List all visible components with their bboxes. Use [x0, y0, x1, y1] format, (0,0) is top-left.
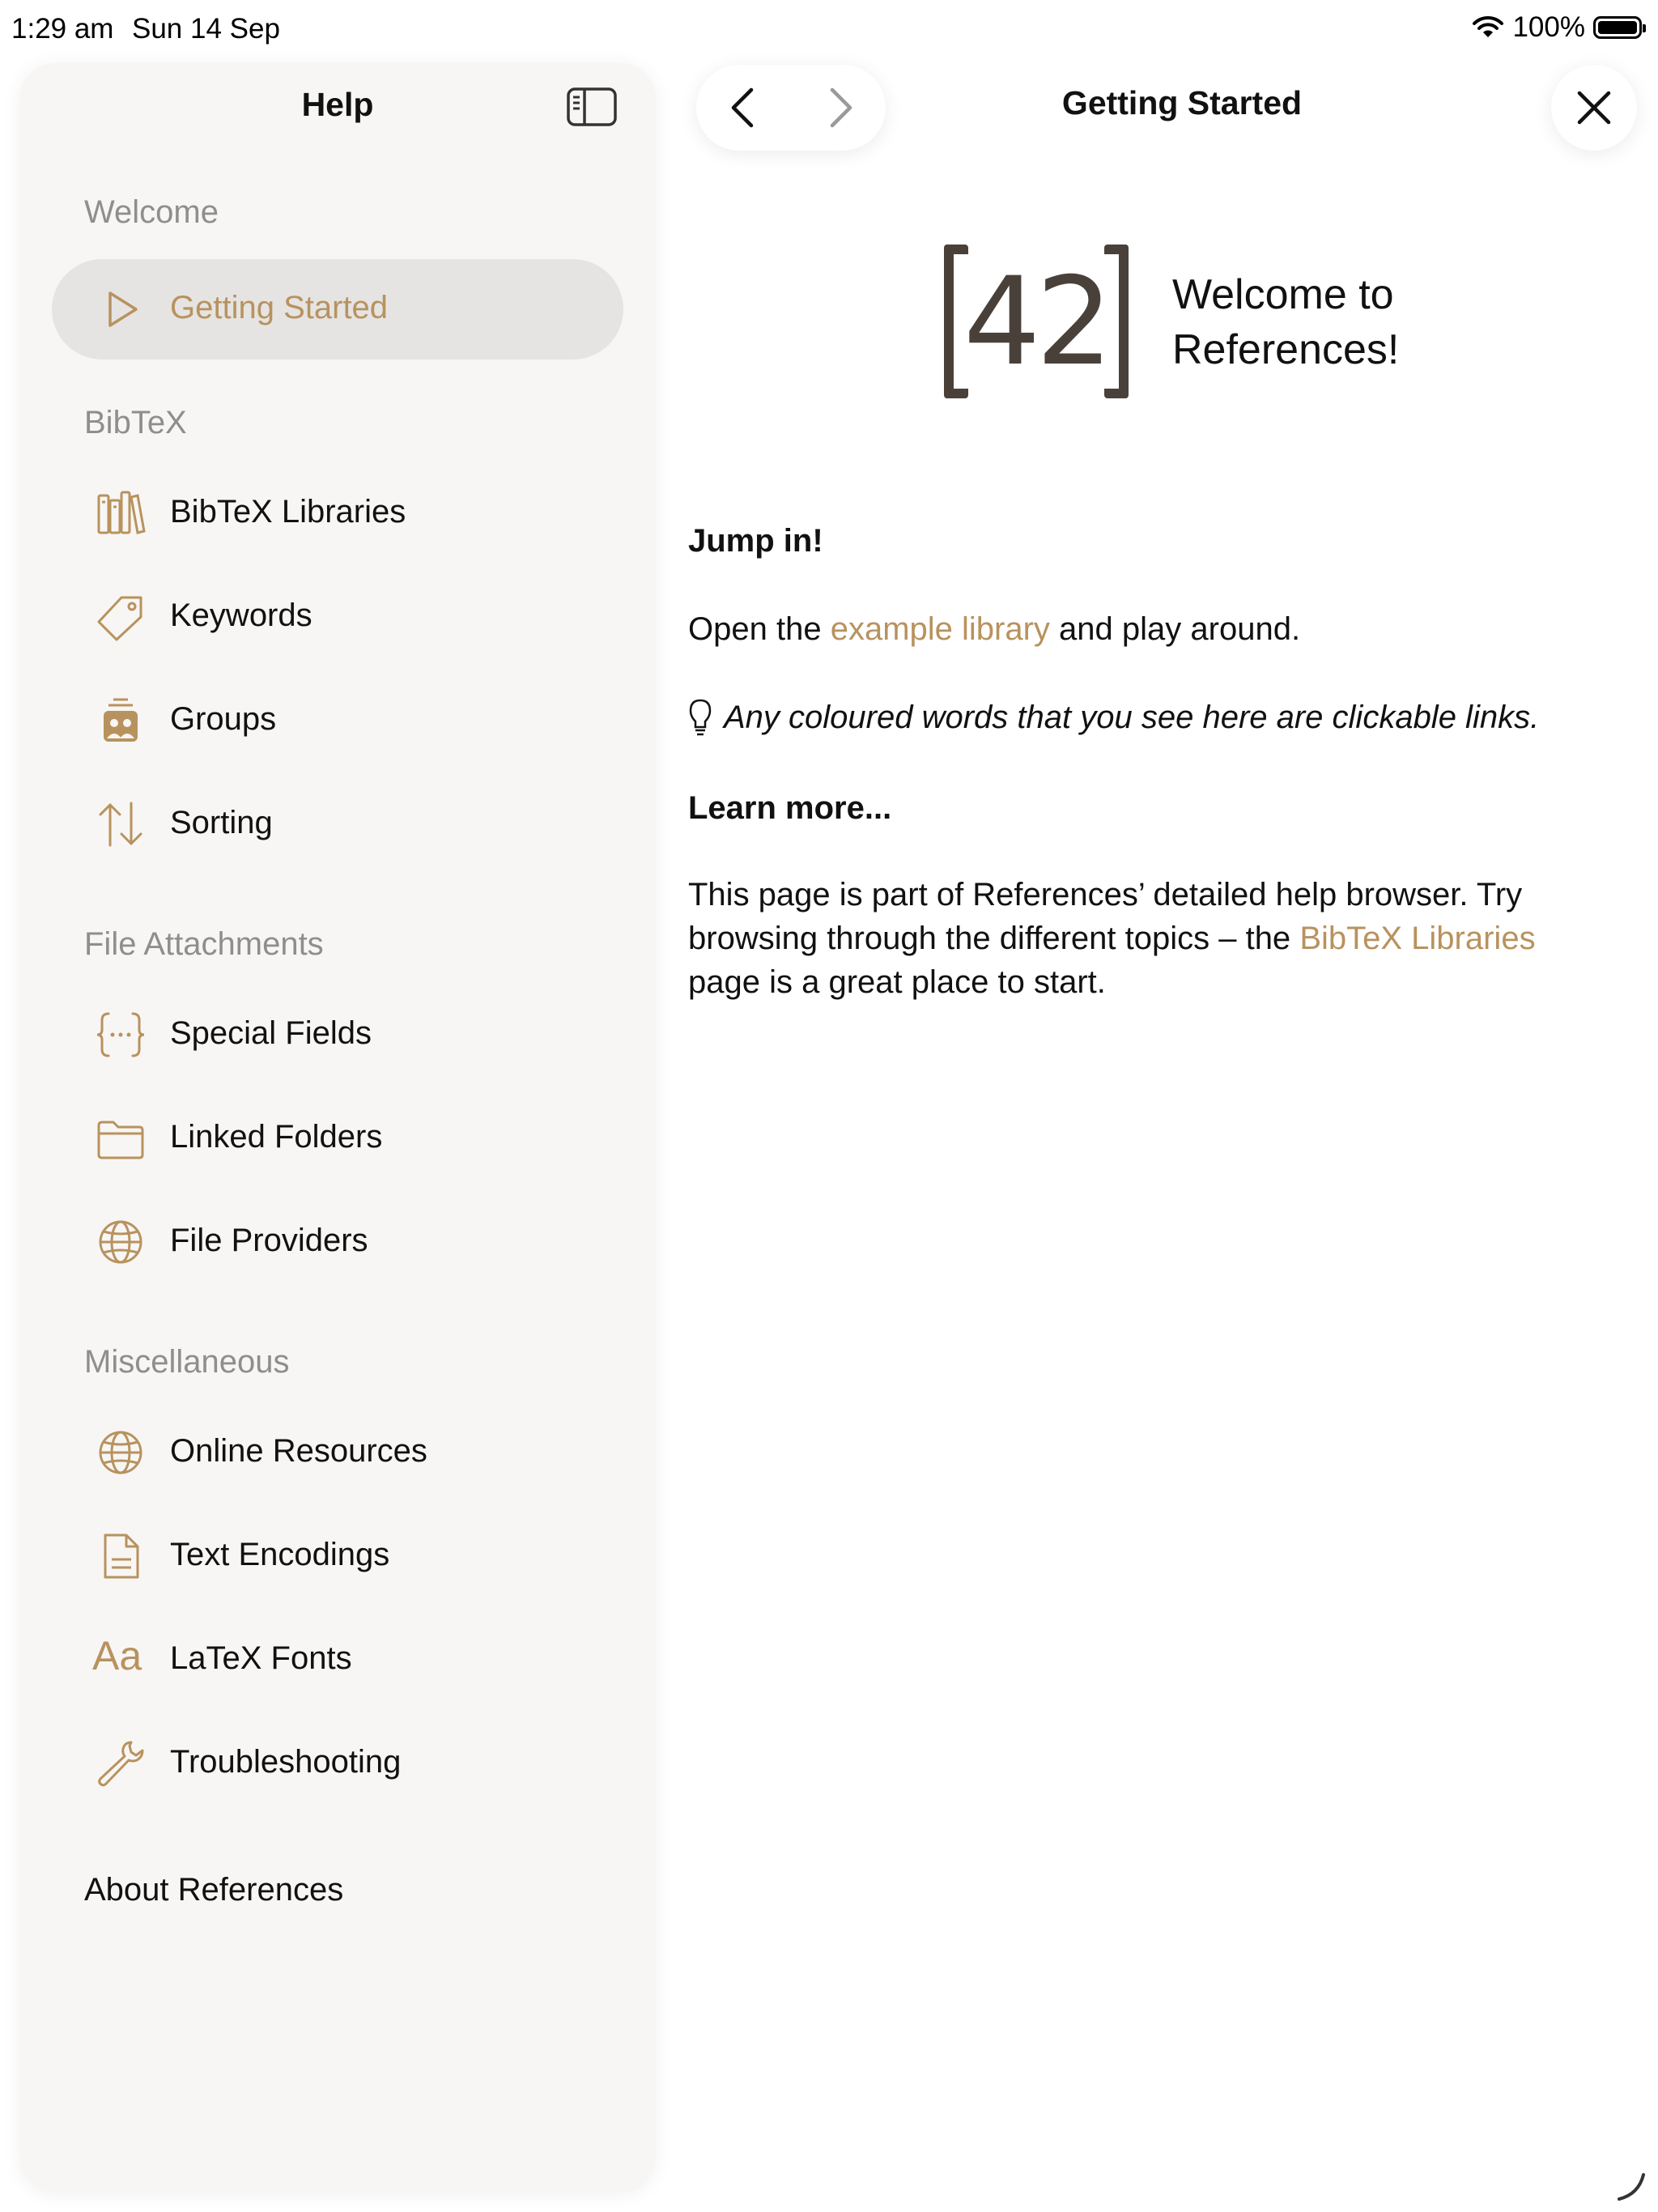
logo-right-bracket [1104, 245, 1129, 398]
globe-icon [96, 1428, 146, 1477]
example-library-link[interactable]: example library [830, 611, 1050, 647]
bibtex-libraries-link[interactable]: BibTeX Libraries [1299, 921, 1536, 956]
paragraph-line-2 [688, 917, 1627, 960]
tip-text: Any coloured words that you see here are clickable links. [724, 699, 1540, 735]
sidebar-item-label: LaTeX Fonts [170, 1640, 352, 1676]
section-header-welcome: Welcome [84, 194, 219, 230]
document-icon [96, 1532, 146, 1580]
tag-icon [96, 593, 146, 641]
sidebar-item-label: Sorting [170, 805, 273, 840]
curly-braces-icon [96, 1010, 146, 1059]
sidebar-item-bibtex-libraries[interactable] [52, 463, 623, 564]
sidebar-item-label: Text Encodings [170, 1537, 390, 1572]
section-header-file-attachments: File Attachments [84, 926, 324, 962]
section-header-miscellaneous: Miscellaneous [84, 1344, 290, 1380]
paragraph-line-3: page is a great place to start. [688, 964, 1106, 1000]
groups-icon [96, 696, 146, 745]
forward-chevron-icon[interactable] [814, 83, 863, 132]
welcome-line-2: References! [1172, 326, 1400, 373]
sidebar-item-troubleshooting[interactable] [52, 1713, 623, 1814]
status-bar [0, 0, 1658, 63]
sidebar-item-text-encodings[interactable] [52, 1506, 623, 1606]
references-logo [939, 241, 1133, 403]
status-date: Sun 14 Sep [132, 13, 280, 45]
page-title: Getting Started [1061, 84, 1303, 121]
sidebar-item-groups[interactable] [52, 670, 623, 771]
sidebar-item-online-resources[interactable] [52, 1402, 623, 1503]
sidebar-item-getting-started[interactable] [52, 259, 623, 359]
back-chevron-icon[interactable] [721, 83, 769, 132]
welcome-heading [1172, 267, 1496, 377]
tip-line [688, 698, 1539, 737]
sort-arrows-icon [96, 800, 146, 849]
folder-icon [96, 1114, 146, 1163]
help-browser-paragraph [688, 873, 1627, 1004]
sidebar-item-keywords[interactable] [52, 567, 623, 667]
lightbulb-icon [688, 698, 712, 737]
jump-in-heading: Jump in! [688, 523, 823, 559]
open-example-paragraph [688, 607, 1627, 651]
status-time: 1:29 am [11, 13, 114, 45]
learn-more-heading: Learn more... [688, 790, 892, 826]
logo-number: 42 [963, 252, 1108, 393]
wifi-icon [1472, 15, 1504, 40]
battery-percentage: 100% [1512, 11, 1585, 43]
sidebar-item-label: Keywords [170, 598, 312, 633]
books-icon [96, 489, 146, 538]
globe-icon [96, 1218, 146, 1266]
sidebar-item-label: BibTeX Libraries [170, 494, 406, 530]
sidebar-toggle-icon[interactable] [567, 87, 617, 126]
text-size-icon: Aa [92, 1633, 142, 1678]
sidebar-item-file-providers[interactable] [52, 1192, 623, 1292]
paragraph-line-2-text: browsing through the different topics – the [688, 921, 1291, 956]
close-button[interactable] [1551, 65, 1637, 151]
section-header-bibtex: BibTeX [84, 405, 187, 440]
open-text-pre: Open the [688, 611, 822, 647]
battery-icon [1593, 16, 1642, 39]
sidebar-item-sorting[interactable] [52, 774, 623, 874]
help-sidebar [19, 63, 656, 2193]
sidebar-item-latex-fonts[interactable] [52, 1610, 623, 1710]
sidebar-item-label: Groups [170, 701, 277, 737]
welcome-line-1: Welcome to [1172, 271, 1394, 318]
sidebar-item-special-fields[interactable] [52, 985, 623, 1085]
sidebar-item-label: Special Fields [170, 1015, 372, 1051]
sidebar-item-label: Online Resources [170, 1433, 427, 1469]
paragraph-line-1: This page is part of References’ detailed help browser. Try [688, 877, 1523, 912]
sidebar-item-label: Troubleshooting [170, 1744, 402, 1780]
wrench-icon [96, 1739, 146, 1788]
resize-corner-icon [1614, 2170, 1647, 2202]
close-icon [1575, 88, 1613, 127]
sidebar-item-label: Getting Started [170, 290, 389, 325]
history-navigation [696, 65, 886, 151]
sidebar-item-label: File Providers [170, 1223, 368, 1258]
open-text-post: and play around. [1059, 611, 1301, 647]
sidebar-title: Help [301, 86, 374, 123]
play-icon [96, 285, 146, 334]
status-indicators [1472, 11, 1642, 44]
sidebar-item-label: Linked Folders [170, 1119, 383, 1155]
sidebar-item-linked-folders[interactable] [52, 1088, 623, 1189]
about-references-link[interactable]: About References [84, 1872, 344, 1908]
